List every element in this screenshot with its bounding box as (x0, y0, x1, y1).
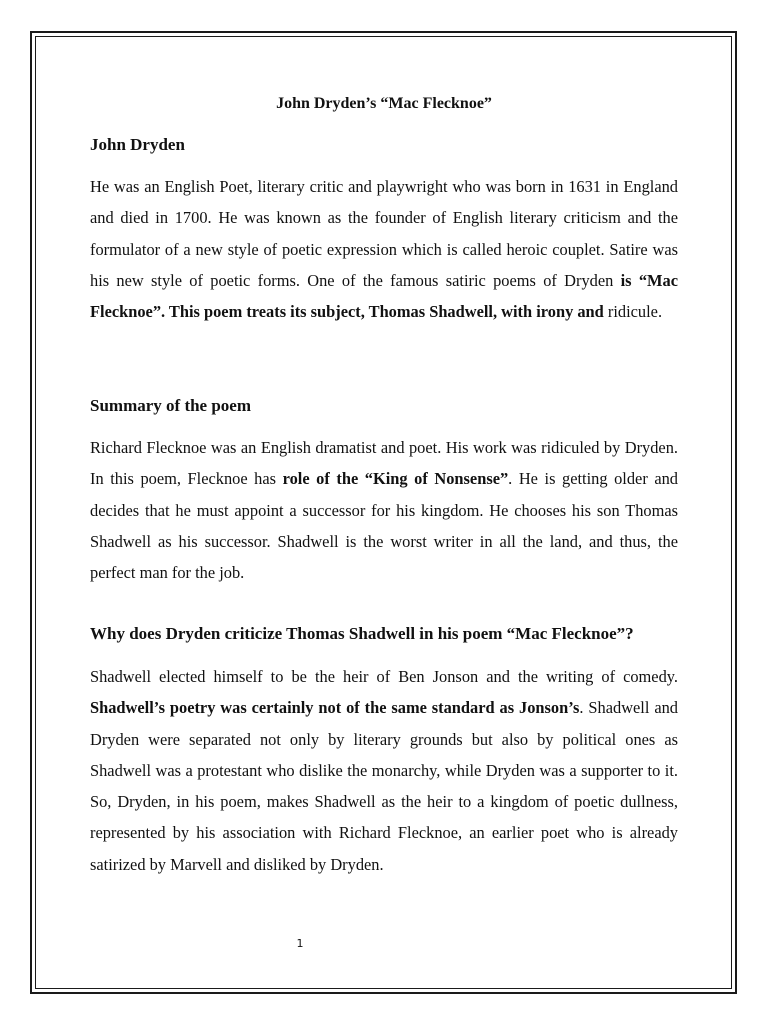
section-heading-why-criticize: Why does Dryden criticize Thomas Shadwell in his poem “Mac Flecknoe”? (90, 624, 634, 643)
text-run-bold: Shadwell’s poetry was certainly not of the same standard as Jonson’s (90, 698, 580, 718)
text-run: Shadwell elected himself to be the heir of Ben Jonson and the writing of comedy. (90, 667, 678, 686)
text-run-bold: is “Mac Flecknoe”. This poem treats its subject, Thomas Shadwell, with irony and (90, 270, 679, 322)
section-paragraph-why-criticize (90, 661, 678, 880)
text-run: ridicule. (603, 302, 663, 322)
section-paragraph-summary (90, 432, 678, 588)
section-heading-summary: Summary of the poem (90, 396, 252, 415)
page-number: 1 (296, 937, 304, 950)
text-run: . He is getting older and decides that he must appoint a successor for his kingdom. He chooses his son Thomas Shadwell as his successor. Shadwell is the worst writer in all the land, and thus, the perfect man for the job. (90, 469, 679, 583)
text-run: Richard Flecknoe was an English dramatist and poet. His work was ridiculed by Dryden. In this poem, Flecknoe has (90, 438, 678, 489)
text-run: He was an English Poet, literary critic and playwright who was born in 1631 in England and died in 1700. He was known as the founder of English literary criticism and the formulator of a new style of poetic expression which is called heroic couplet. Satire was his new style of poetic forms. One of the famous satiric poems of Dryden (90, 177, 678, 290)
section-heading-john-dryden: John Dryden (90, 135, 185, 154)
text-run-bold: role of the “King of Nonsense” (282, 469, 509, 489)
text-run: . Shadwell and Dryden were separated not only by literary grounds but also by political ones as Shadwell was a protestant who dislike the monarchy, while Dryden was a supporter to it. So, Dryden, in his poem, makes Shadwell as the heir to a kingdom of poetic dullness, represented by his association with Richard Flecknoe, an earlier poet who is already satirized by Marvell and disliked by Dryden. (90, 698, 678, 874)
document-title: John Dryden’s “Mac Flecknoe” (276, 95, 492, 112)
section-paragraph-john-dryden (90, 171, 678, 327)
